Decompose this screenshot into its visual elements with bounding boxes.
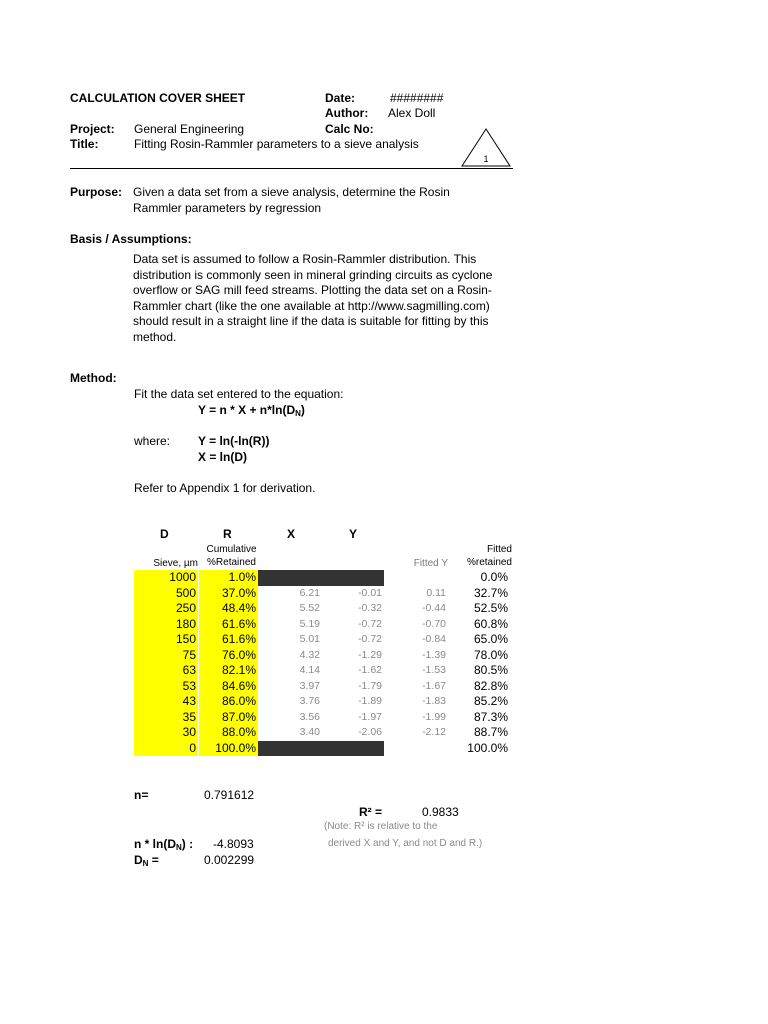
- cell-r: 87.0%: [199, 710, 258, 726]
- cell-fitted-y: -0.84: [422, 633, 446, 645]
- cell-fitted-y: -1.67: [422, 679, 446, 692]
- cell-d: 500: [134, 586, 198, 602]
- cell-r: 61.6%: [199, 617, 258, 633]
- cell-fitted-r: 0.0%: [480, 570, 508, 584]
- n-ln-dn-value: -4.8093: [213, 837, 254, 851]
- dn-value: 0.002299: [204, 853, 255, 867]
- cell-fitted-y: [400, 741, 448, 757]
- revision-triangle-icon: [460, 127, 512, 169]
- col-head-d: D: [160, 527, 169, 541]
- cell-r: 88.0%: [199, 725, 258, 741]
- cell-r: 61.6%: [199, 632, 258, 648]
- col-head-x: X: [287, 527, 296, 541]
- n-value: 0.791612: [204, 788, 255, 802]
- cell-d: 75: [134, 648, 198, 664]
- cell-y: [322, 570, 384, 586]
- cell-d: 1000: [134, 570, 198, 586]
- author-value: Alex Doll: [388, 106, 436, 120]
- cell-y: -1.79: [358, 679, 382, 692]
- cell-fitted-r: 52.5%: [473, 601, 508, 615]
- where-label: where:: [134, 434, 171, 448]
- author-label: Author:: [325, 106, 369, 120]
- cell-fitted-y: [400, 570, 448, 586]
- cell-x: 5.52: [299, 602, 320, 614]
- cell-x: 3.97: [299, 679, 320, 692]
- sheet-title: CALCULATION COVER SHEET: [70, 91, 246, 105]
- cell-r: 100.0%: [199, 741, 258, 757]
- cell-d: 63: [134, 663, 198, 679]
- cell-r: 1.0%: [199, 570, 258, 586]
- cell-fitted-r: 82.8%: [473, 678, 508, 693]
- method-intro: Fit the data set entered to the equation:: [134, 387, 344, 401]
- cell-d: 35: [134, 710, 198, 726]
- date-label: Date:: [325, 91, 356, 105]
- calc-no-label: Calc No:: [325, 122, 374, 136]
- cell-r: 84.6%: [199, 679, 258, 695]
- r2-label: R² =: [359, 805, 383, 819]
- title-label: Title:: [70, 137, 99, 151]
- cell-y: -1.89: [358, 695, 382, 707]
- cell-r: 48.4%: [199, 601, 258, 617]
- cell-d: 180: [134, 617, 198, 633]
- r2-note-line2: derived X and Y, and not D and R.): [328, 838, 483, 849]
- cell-fitted-r: 85.2%: [473, 694, 508, 708]
- cell-fitted-y: -1.53: [422, 664, 446, 676]
- header-divider: [70, 168, 513, 169]
- cell-d: 43: [134, 694, 198, 710]
- col-head-y: Y: [349, 527, 358, 541]
- cell-y: -0.72: [358, 633, 382, 645]
- project-label: Project:: [70, 122, 115, 136]
- def-y: Y = ln(-ln(R)): [198, 434, 270, 448]
- cell-d: 53: [134, 679, 198, 695]
- sub-head-fitted-r: Fitted %retained: [466, 544, 512, 568]
- def-x: X = ln(D): [198, 450, 248, 464]
- cell-x: 5.01: [299, 633, 320, 645]
- cell-d: 250: [134, 601, 198, 617]
- cell-y: -0.32: [358, 602, 382, 614]
- sub-head-fitted-y: Fitted Y: [413, 558, 448, 569]
- cell-y: -0.01: [358, 586, 382, 599]
- sub-head-d: Sieve, µm: [153, 558, 198, 569]
- cell-x: 3.40: [299, 726, 320, 738]
- cell-y: -0.72: [358, 617, 382, 630]
- cell-y: -1.62: [358, 664, 382, 676]
- cell-x: [258, 741, 322, 757]
- r2-value: 0.9833: [422, 805, 459, 819]
- cell-fitted-r: 78.0%: [473, 647, 508, 662]
- cell-x: 4.32: [299, 648, 320, 661]
- cell-d: 0: [134, 741, 198, 757]
- method-equation: $Y = n * X + n*\ln(D_N)$: [198, 403, 305, 418]
- cell-x: 3.56: [299, 710, 320, 723]
- cell-x: [258, 570, 322, 586]
- basis-label: Basis / Assumptions:: [70, 232, 192, 246]
- cell-fitted-r: 32.7%: [473, 585, 508, 600]
- cell-r: 37.0%: [199, 586, 258, 602]
- cell-x: 4.14: [299, 664, 320, 676]
- cell-x: 5.19: [299, 617, 320, 630]
- date-value: ########: [390, 91, 444, 105]
- cell-r: 76.0%: [199, 648, 258, 664]
- cell-y: -1.29: [358, 648, 382, 661]
- n-label: n=: [134, 788, 149, 802]
- basis-text: Data set is assumed to follow a Rosin-Rammler distribution. This distribution is commonly seen in mineral grinding circuits as cyclone overflow or SAG mill feed streams. Plotting the data set on a Rosin- Rammler chart (like the one available at http://www.sagmilling.com) should result in a straight line if the data is suitable for fitting by this method.: [133, 252, 493, 344]
- cell-fitted-y: -1.99: [422, 710, 446, 723]
- refer-text: Refer to Appendix 1 for derivation.: [134, 481, 316, 495]
- cell-y: -1.97: [358, 710, 382, 723]
- n-ln-dn-label: n * $\ln(D_N)$ :: [134, 837, 194, 852]
- cell-fitted-r: 87.3%: [473, 709, 508, 724]
- r2-note-line1: (Note: R² is relative to the: [324, 821, 438, 832]
- cell-d: 30: [134, 725, 198, 741]
- cell-fitted-y: -0.44: [422, 602, 446, 614]
- cell-x: 6.21: [299, 586, 320, 599]
- cell-fitted-y: -0.70: [422, 617, 446, 630]
- method-label: Method:: [70, 371, 117, 385]
- cell-y: [322, 741, 384, 757]
- dn-label: $D_N$ =: [134, 853, 159, 868]
- cell-fitted-y: -1.83: [422, 695, 446, 707]
- sub-head-r: Cumulative %Retained: [206, 544, 257, 568]
- purpose-text: Given a data set from a sieve analysis, determine the Rosin Rammler parameters by regression: [133, 185, 450, 215]
- cell-fitted-r: 100.0%: [467, 740, 508, 755]
- cell-r: 82.1%: [199, 663, 258, 679]
- purpose-label: Purpose:: [70, 185, 123, 199]
- project-value: General Engineering: [134, 122, 245, 136]
- cell-fitted-r: 60.8%: [473, 616, 508, 631]
- cell-fitted-y: -1.39: [422, 648, 446, 661]
- cell-d: 150: [134, 632, 198, 648]
- cell-r: 86.0%: [199, 694, 258, 710]
- revision-number: 1: [483, 154, 489, 164]
- cell-fitted-r: 65.0%: [473, 632, 508, 646]
- cell-fitted-y: -2.12: [422, 726, 446, 738]
- col-head-r: R: [223, 527, 232, 541]
- title-value: Fitting Rosin-Rammler parameters to a sieve analysis: [134, 137, 419, 151]
- cell-fitted-y: 0.11: [426, 586, 446, 599]
- cell-x: 3.76: [299, 695, 320, 707]
- cell-y: -2.06: [358, 726, 382, 738]
- cell-fitted-r: 88.7%: [473, 725, 508, 739]
- cell-fitted-r: 80.5%: [473, 663, 508, 677]
